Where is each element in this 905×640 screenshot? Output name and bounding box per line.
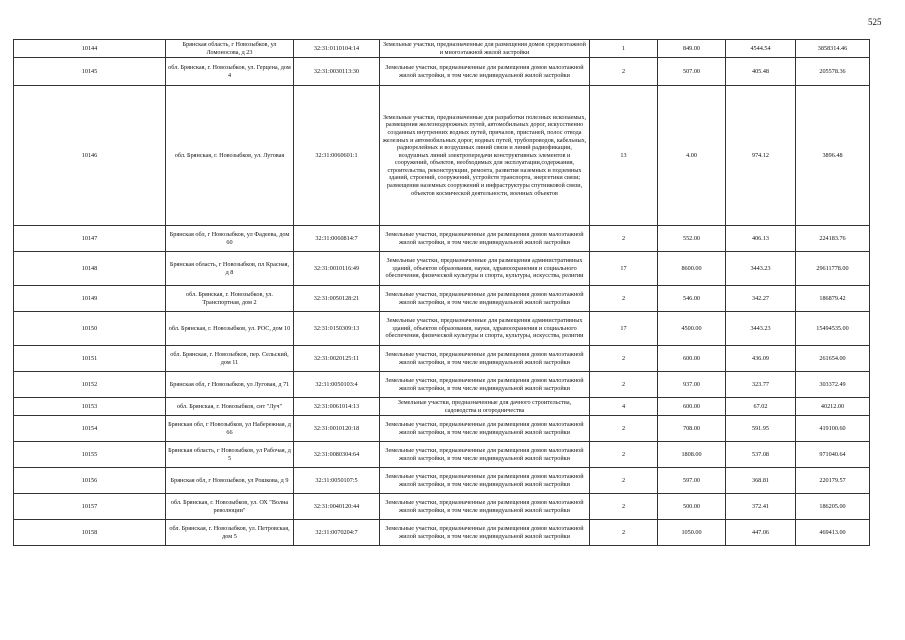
cell-cadastral-value: 303372.49	[796, 372, 870, 398]
cell-unit-value: 3443.23	[726, 312, 796, 346]
cell-unit-value: 537.08	[726, 442, 796, 468]
cell-land-use: Земельные участки, предназначенные для размещения домов малоэтажной жилой застройки, в том числе индивидуальной жилой застройки	[380, 520, 590, 546]
cell-area: 597.00	[658, 468, 726, 494]
cell-number: 10150	[14, 312, 166, 346]
cell-number: 10158	[14, 520, 166, 546]
cell-group: 2	[590, 372, 658, 398]
cell-land-use: Земельные участки, предназначенные для размещения домов малоэтажной жилой застройки, в том числе индивидуальной жилой застройки	[380, 372, 590, 398]
cell-area: 1050.00	[658, 520, 726, 546]
cell-area: 507.00	[658, 58, 726, 86]
cell-group: 2	[590, 442, 658, 468]
cell-number: 10147	[14, 226, 166, 252]
table-row	[14, 346, 870, 372]
cell-number: 10151	[14, 346, 166, 372]
cell-address: обл. Брянская, г. Новозыбков, ул. Петровская, дом 5	[166, 520, 294, 546]
cell-group: 2	[590, 494, 658, 520]
cell-cadastral-number: 32:31:0050103:4	[294, 372, 380, 398]
cell-cadastral-number: 32:31:0150309:13	[294, 312, 380, 346]
cell-cadastral-number: 32:31:0020125:11	[294, 346, 380, 372]
page-number: 525	[868, 17, 882, 27]
cell-group: 4	[590, 398, 658, 416]
cell-land-use: Земельные участки, предназначенные для размещения домов малоэтажной жилой застройки, в том числе индивидуальной жилой застройки	[380, 58, 590, 86]
table-row	[14, 372, 870, 398]
table-row	[14, 494, 870, 520]
cell-cadastral-number: 32:31:0050128:21	[294, 286, 380, 312]
cell-cadastral-value: 186205.00	[796, 494, 870, 520]
cell-address: обл. Брянская, г. Новозыбков, ул. Герцена, дом 4	[166, 58, 294, 86]
cell-land-use: Земельные участки, предназначенные для размещения домов среднеэтажной и многоэтажной жилой застройки	[380, 40, 590, 58]
cell-land-use: Земельные участки, предназначенные для разработки полезных ископаемых, размещения железнодорожных путей, автомобильных дорог, искусственно созданных внутренних водных путей, причалов, пристаней, полос отвода железных и автомобильных дорог, водных путей, трубопроводов, кабельных, радиорелейных и воздушных линий связи и линий радиофикации, воздушных линий электропередачи конструктивных элементов и сооружений, объектов, необходимых для эксплуатации,содержания, строительства, реконструкции, ремонта, развития наземных и подземных зданий, строений, сооружений, устройств транспорта, энергетики связи; размещения наземных сооружений и инфраструктуры спутниковой связи, объектов космической деятельности, военных объектов	[380, 86, 590, 226]
table-row	[14, 416, 870, 442]
cell-land-use: Земельные участки, предназначенные для дачного строительства, садоводства и огородничества	[380, 398, 590, 416]
table-row	[14, 468, 870, 494]
cell-group: 17	[590, 252, 658, 286]
cell-address: обл. Брянская, г. Новозыбков, пер. Сельский, дом 11	[166, 346, 294, 372]
land-registry-table	[13, 39, 870, 546]
cell-cadastral-value: 261654.00	[796, 346, 870, 372]
cell-group: 2	[590, 286, 658, 312]
cell-land-use: Земельные участки, предназначенные для размещения домов малоэтажной жилой застройки, в том числе индивидуальной жилой застройки	[380, 494, 590, 520]
cell-area: 600.00	[658, 346, 726, 372]
cell-address: Брянская область, г Новозыбков, ул Рабочая, д 5	[166, 442, 294, 468]
cell-cadastral-value: 419100.60	[796, 416, 870, 442]
cell-cadastral-value: 224183.76	[796, 226, 870, 252]
table-row	[14, 86, 870, 226]
cell-group: 1	[590, 40, 658, 58]
cell-address: Брянская область, г Новозыбков, пл Красная, д 8	[166, 252, 294, 286]
cell-number: 10148	[14, 252, 166, 286]
table-row	[14, 226, 870, 252]
cell-area: 552.00	[658, 226, 726, 252]
cell-address: обл. Брянская, г. Новозыбков, ул. ОХ "Волна революции"	[166, 494, 294, 520]
cell-number: 10146	[14, 86, 166, 226]
cell-area: 546.00	[658, 286, 726, 312]
cell-number: 10157	[14, 494, 166, 520]
table-row	[14, 58, 870, 86]
cell-area: 600.00	[658, 398, 726, 416]
cell-address: Брянская обл, г Новозыбков, ул Набережная, д 66	[166, 416, 294, 442]
cell-cadastral-value: 15494535.00	[796, 312, 870, 346]
cell-unit-value: 4544.54	[726, 40, 796, 58]
cell-cadastral-number: 32:31:0061014:13	[294, 398, 380, 416]
cell-land-use: Земельные участки, предназначенные для размещения домов малоэтажной жилой застройки, в том числе индивидуальной жилой застройки	[380, 468, 590, 494]
cell-address: Брянская область, г Новозыбков, ул Ломоносова, д 23	[166, 40, 294, 58]
cell-unit-value: 67.02	[726, 398, 796, 416]
cell-cadastral-value: 205578.36	[796, 58, 870, 86]
cell-unit-value: 974.12	[726, 86, 796, 226]
cell-cadastral-value: 29611778.00	[796, 252, 870, 286]
cell-unit-value: 372.41	[726, 494, 796, 520]
cell-number: 10149	[14, 286, 166, 312]
cell-unit-value: 3443.23	[726, 252, 796, 286]
cell-number: 10152	[14, 372, 166, 398]
cell-area: 500.00	[658, 494, 726, 520]
cell-area: 8600.00	[658, 252, 726, 286]
cell-address: Брянская обл, г Новозыбков, ул Рошкова, д 9	[166, 468, 294, 494]
cell-cadastral-number: 32:31:0110104:14	[294, 40, 380, 58]
cell-cadastral-number: 32:31:0010120:18	[294, 416, 380, 442]
cell-cadastral-value: 469413.00	[796, 520, 870, 546]
cell-address: Брянская обл, г Новозыбков, ул Фадеева, дом 60	[166, 226, 294, 252]
cell-land-use: Земельные участки, предназначенные для размещения домов малоэтажной жилой застройки, в том числе индивидуальной жилой застройки	[380, 226, 590, 252]
cell-cadastral-number: 32:31:0070204:7	[294, 520, 380, 546]
cell-land-use: Земельные участки, предназначенные для размещения административных зданий, объектов образования, науки, здравоохранения и социального обеспечения, физической культуры и спорта, культуры, искусства, религии	[380, 252, 590, 286]
cell-cadastral-value: 186879.42	[796, 286, 870, 312]
cell-area: 849.00	[658, 40, 726, 58]
cell-group: 2	[590, 58, 658, 86]
cell-unit-value: 591.95	[726, 416, 796, 442]
cell-number: 10155	[14, 442, 166, 468]
cell-address: обл. Брянская, г. Новозыбков, ул. РОС, дом 10	[166, 312, 294, 346]
cell-group: 2	[590, 416, 658, 442]
cell-cadastral-number: 32:31:0040120:44	[294, 494, 380, 520]
table-row	[14, 442, 870, 468]
cell-land-use: Земельные участки, предназначенные для размещения домов малоэтажной жилой застройки, в том числе индивидуальной жилой застройки	[380, 346, 590, 372]
cell-area: 937.00	[658, 372, 726, 398]
cell-unit-value: 342.27	[726, 286, 796, 312]
cell-cadastral-value: 3858314.46	[796, 40, 870, 58]
cell-cadastral-number: 32:31:0030113:30	[294, 58, 380, 86]
cell-unit-value: 436.09	[726, 346, 796, 372]
cell-area: 708.00	[658, 416, 726, 442]
cell-group: 13	[590, 86, 658, 226]
cell-group: 17	[590, 312, 658, 346]
table-row	[14, 312, 870, 346]
cell-area: 1808.00	[658, 442, 726, 468]
cell-group: 2	[590, 520, 658, 546]
cell-address: обл. Брянская, г. Новозыбков, снт "Луч"	[166, 398, 294, 416]
cell-address: обл. Брянская, г. Новозыбков, ул. Транспортная, дом 2	[166, 286, 294, 312]
cell-cadastral-value: 971040.64	[796, 442, 870, 468]
cell-cadastral-number: 32:31:0010116:49	[294, 252, 380, 286]
table-row	[14, 286, 870, 312]
cell-number: 10144	[14, 40, 166, 58]
cell-area: 4500.00	[658, 312, 726, 346]
cell-unit-value: 406.13	[726, 226, 796, 252]
cell-number: 10153	[14, 398, 166, 416]
cell-group: 2	[590, 226, 658, 252]
table-row	[14, 40, 870, 58]
table-row	[14, 252, 870, 286]
cell-land-use: Земельные участки, предназначенные для размещения домов малоэтажной жилой застройки, в том числе индивидуальной жилой застройки	[380, 416, 590, 442]
cell-number: 10156	[14, 468, 166, 494]
cell-number: 10154	[14, 416, 166, 442]
cell-unit-value: 323.77	[726, 372, 796, 398]
cell-cadastral-number: 32:31:0060814:7	[294, 226, 380, 252]
cell-cadastral-value: 220179.57	[796, 468, 870, 494]
cell-land-use: Земельные участки, предназначенные для размещения домов малоэтажной жилой застройки, в том числе индивидуальной жилой застройки	[380, 286, 590, 312]
cell-cadastral-value: 3896.48	[796, 86, 870, 226]
cell-unit-value: 405.48	[726, 58, 796, 86]
cell-group: 2	[590, 346, 658, 372]
cell-number: 10145	[14, 58, 166, 86]
cell-land-use: Земельные участки, предназначенные для размещения домов малоэтажной жилой застройки, в том числе индивидуальной жилой застройки	[380, 442, 590, 468]
cell-area: 4.00	[658, 86, 726, 226]
table-row	[14, 398, 870, 416]
cell-land-use: Земельные участки, предназначенные для размещения административных зданий, объектов образования, науки, здравоохранения и социального обеспечения, физической культуры и спорта, культуры, искусства, религии	[380, 312, 590, 346]
cell-address: обл. Брянская, г. Новозыбков, ул. Луговая	[166, 86, 294, 226]
cell-address: Брянская обл, г Новозыбков, ул Луговая, д 71	[166, 372, 294, 398]
cell-cadastral-number: 32:31:0060601:1	[294, 86, 380, 226]
cell-cadastral-value: 40212.00	[796, 398, 870, 416]
cell-cadastral-number: 32:31:0050107:5	[294, 468, 380, 494]
cell-group: 2	[590, 468, 658, 494]
cell-unit-value: 447.06	[726, 520, 796, 546]
table-row	[14, 520, 870, 546]
cell-unit-value: 368.81	[726, 468, 796, 494]
cell-cadastral-number: 32:31:0080304:64	[294, 442, 380, 468]
